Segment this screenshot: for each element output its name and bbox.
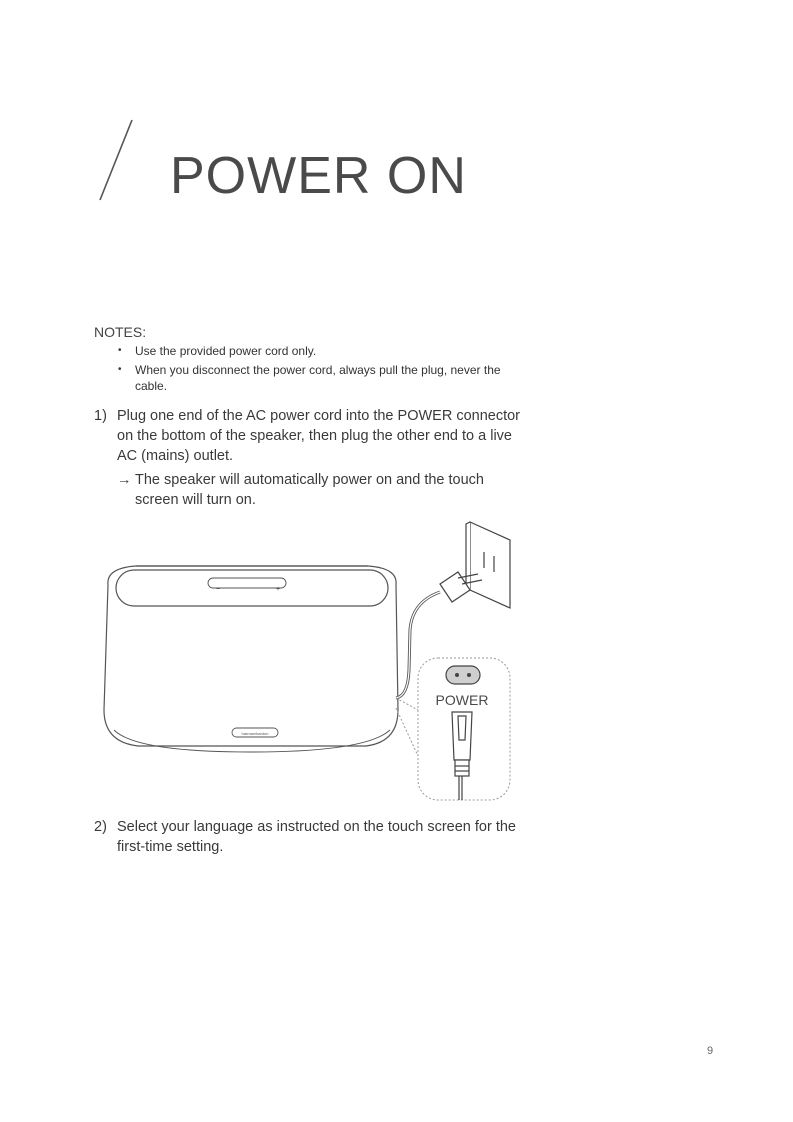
step-1: 1) Plug one end of the AC power cord into the POWER connector on the bottom of the speaker, then plug the other end to a live AC (mains) outlet.	[94, 408, 521, 464]
power-connection-illustration	[96, 520, 516, 805]
notes-heading: NOTES:	[94, 324, 147, 340]
page-title: POWER ON	[170, 147, 467, 205]
step-1-result: → The speaker will automatically power on and the touch screen will turn on.	[117, 472, 484, 508]
speaker-drawing	[104, 566, 398, 752]
title-slash-decoration	[96, 118, 136, 202]
power-socket-icon	[446, 666, 480, 684]
page-number: 9	[707, 1045, 714, 1057]
note-item: • When you disconnect the power cord, always pull the plug, never the cable.	[118, 363, 501, 393]
bullet-icon: •	[118, 364, 122, 375]
step-2: 2) Select your language as instructed on the touch screen for the first-time setting.	[94, 819, 516, 855]
bullet-icon: •	[118, 345, 122, 356]
speaker-plus-label: +	[276, 586, 281, 593]
logo-mark: harman/kardon	[241, 731, 269, 736]
arrow-right-icon: →	[117, 472, 132, 488]
power-connector-label: POWER	[435, 692, 489, 708]
connector-plug-drawing	[452, 712, 472, 800]
wall-outlet-drawing	[466, 522, 510, 608]
note-item: • Use the provided power cord only.	[118, 344, 317, 358]
speaker-minus-label: −	[216, 586, 221, 593]
